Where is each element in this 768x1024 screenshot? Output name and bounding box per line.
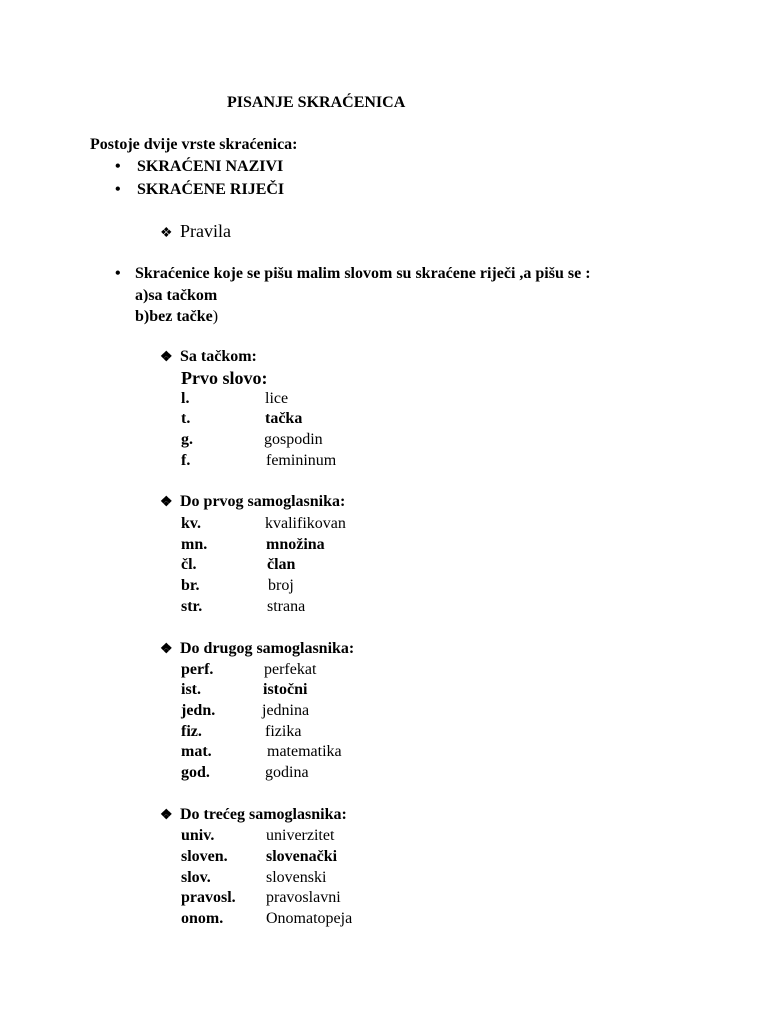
abbreviation: ist. [181,681,201,698]
section-subheading: Prvo slovo: [181,368,268,388]
diamond-bullet-icon: ❖ [160,350,173,365]
abbreviation: fiz. [181,723,202,740]
bullet-icon: • [115,265,121,282]
abbreviation-meaning: kvalifikovan [265,515,346,532]
abbreviation: jedn. [181,702,216,719]
abbreviation: f. [181,452,191,469]
abbreviation-meaning: množina [266,536,325,553]
diamond-bullet-icon: ❖ [160,808,173,823]
abbreviation: l. [181,390,190,407]
type-label: SKRAĆENI NAZIVI [137,158,284,175]
abbreviation-meaning: godina [265,764,309,781]
diamond-bullet-icon: ❖ [160,642,173,657]
abbreviation: slov. [181,869,211,886]
abbreviation-meaning: gospodin [264,431,323,448]
abbreviation: g. [181,431,193,448]
bullet-icon: • [115,158,121,175]
abbreviation-meaning: istočni [263,681,308,698]
section-heading-label: Sa tačkom: [180,348,257,365]
abbreviation: sloven. [181,848,228,865]
rule-option-b-label: b)bez tačke [135,308,213,325]
abbreviation: perf. [181,661,214,678]
intro-text: Postoje dvije vrste skraćenica: [90,136,298,153]
abbreviation: str. [181,598,203,615]
abbreviation-meaning: jednina [262,702,310,719]
bullet-icon: • [115,181,121,198]
abbreviation: čl. [181,556,197,573]
abbreviation-meaning: slovenski [266,869,327,886]
abbreviation: pravosl. [181,889,236,906]
rule-option-b-paren: ) [212,308,219,325]
abbreviation: t. [181,410,191,427]
abbreviation: kv. [181,515,202,532]
abbreviation-meaning: univerzitet [266,827,335,844]
abbreviation: univ. [181,827,215,844]
section-heading [160,348,257,366]
abbreviation-meaning: slovenački [266,848,338,865]
abbreviation-meaning: lice [265,390,289,407]
abbreviation-meaning: strana [267,598,306,615]
abbreviation-meaning: pravoslavni [266,889,341,906]
section-heading [160,640,354,658]
diamond-bullet-icon: ❖ [160,495,173,510]
abbreviation-meaning: tačka [265,410,303,427]
section-heading-label: Do prvog samoglasnika: [180,493,346,510]
abbreviation: mn. [181,536,208,553]
section-heading-label: Do trećeg samoglasnika: [180,806,347,823]
abbreviation: onom. [181,910,224,927]
section-heading [160,493,345,511]
rule-option-a: a)sa tačkom [135,287,218,304]
abbreviation: mat. [181,743,212,760]
abbreviation: god. [181,764,210,781]
page-title: PISANJE SKRAĆENICA [227,94,406,111]
abbreviation-meaning: femininum [266,452,337,469]
type-item [115,158,283,176]
rules-heading [160,221,231,242]
rule-item [115,265,591,283]
type-item [115,181,284,199]
section-heading-label: Do drugog samoglasnika: [180,640,355,657]
rules-heading-label: Pravila [180,221,231,241]
diamond-bullet-icon: ❖ [160,226,173,241]
abbreviation: br. [181,577,200,594]
rule-text: Skraćenice koje se pišu malim slovom su skraćene riječi ,a pišu se : [135,265,591,282]
abbreviation-meaning: broj [268,577,294,594]
abbreviation-meaning: Onomatopeja [266,910,353,927]
abbreviation-meaning: matematika [267,743,342,760]
abbreviation-meaning: perfekat [264,661,317,678]
type-label: SKRAĆENE RIJEČI [137,181,285,198]
section-heading [160,806,347,824]
abbreviation-meaning: član [267,556,296,573]
abbreviation-meaning: fizika [265,723,302,740]
rule-option-b [135,308,218,326]
